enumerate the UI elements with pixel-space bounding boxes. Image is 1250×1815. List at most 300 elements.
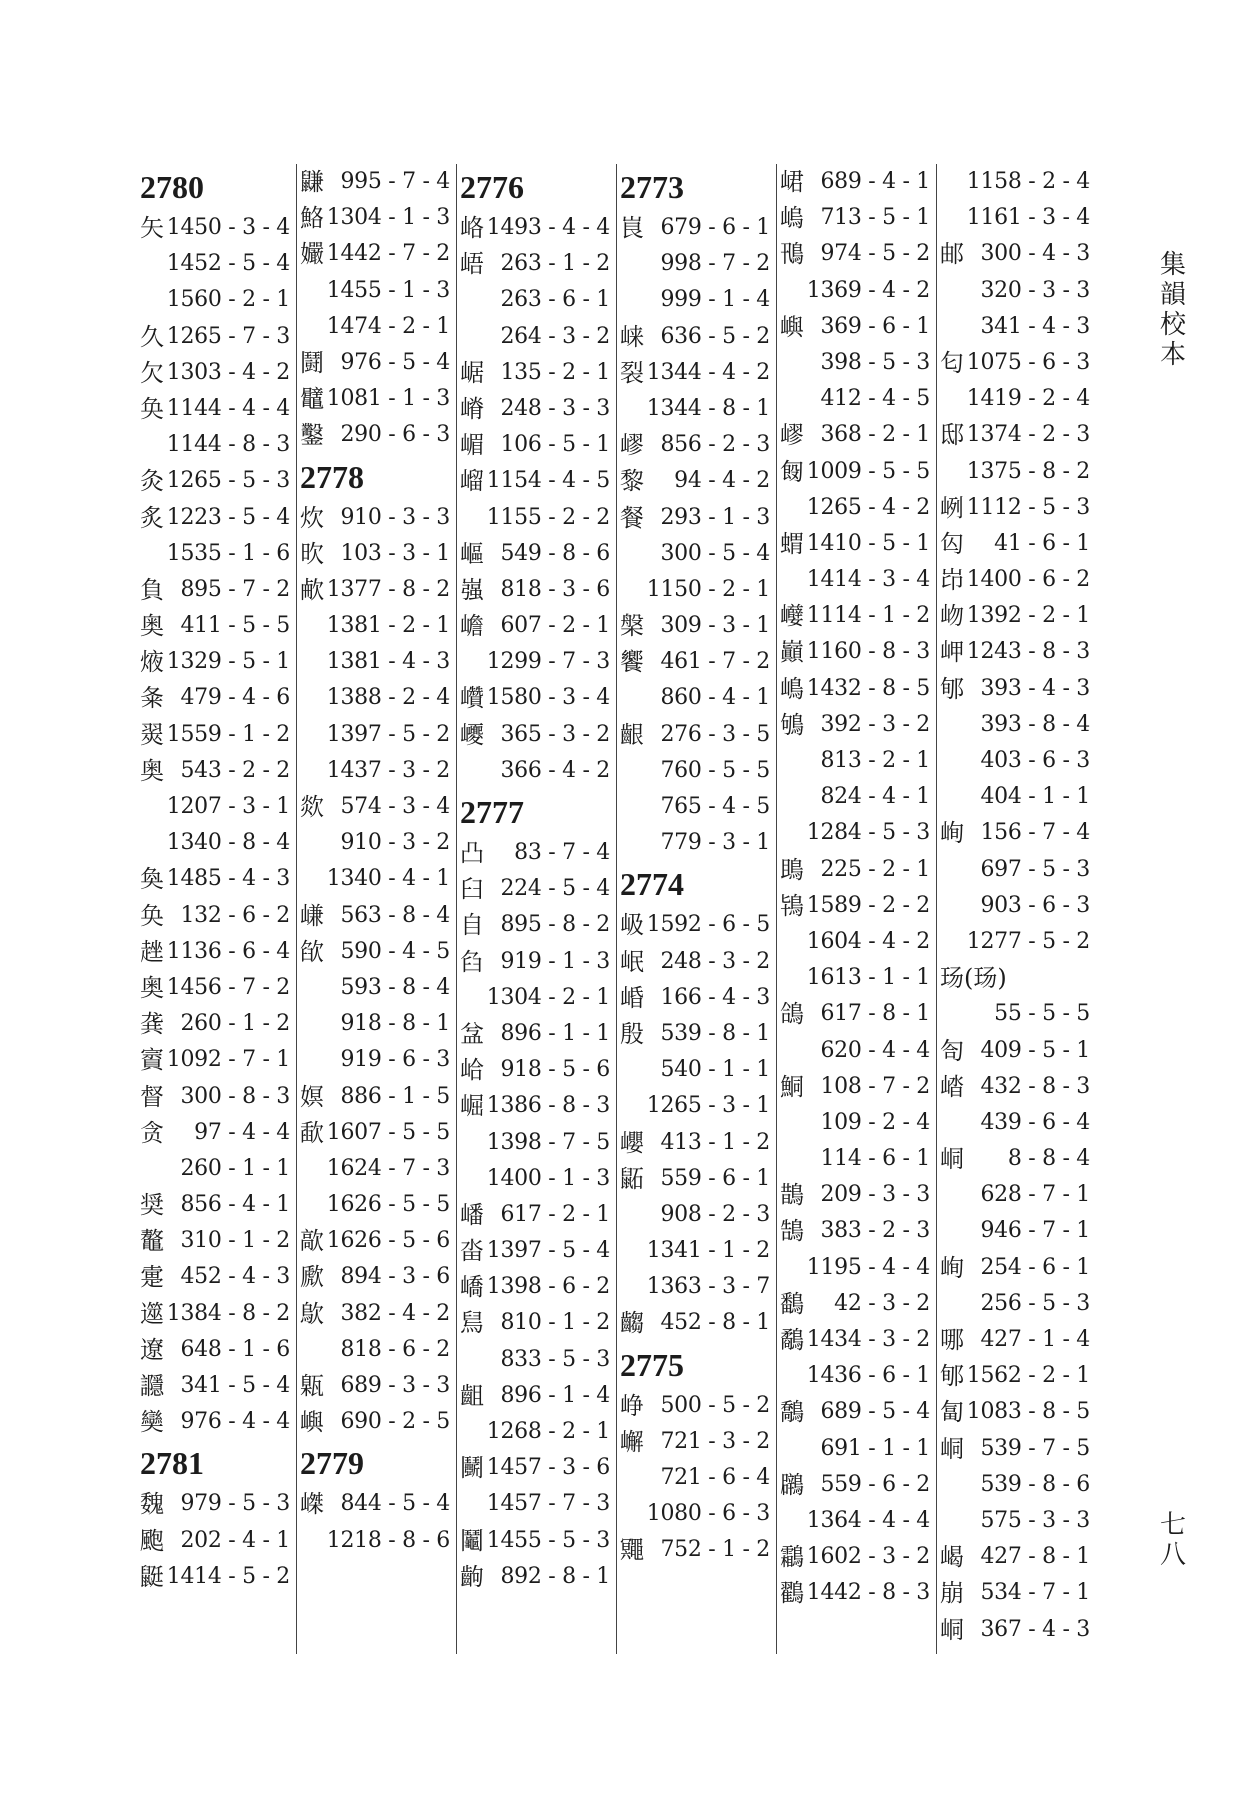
index-entry — [296, 236, 456, 272]
page-reference: 1457 - 7 - 3 — [486, 1491, 610, 1517]
page-reference: 8 - 8 - 4 — [1007, 1146, 1090, 1172]
index-entry — [296, 1115, 456, 1151]
page-reference: 1363 - 3 - 7 — [646, 1274, 770, 1300]
head-character: 崌 — [460, 358, 484, 387]
page-reference: 382 - 4 - 2 — [340, 1300, 450, 1326]
page-reference: 1344 - 8 - 1 — [646, 395, 770, 421]
index-entry — [936, 1394, 1096, 1430]
head-character: 奂 — [140, 394, 164, 423]
index-entry — [936, 490, 1096, 526]
page-reference: 309 - 3 - 1 — [660, 613, 770, 639]
head-character: 岋 — [620, 911, 644, 940]
head-character: 鵠 — [780, 1217, 804, 1246]
index-entry — [136, 753, 296, 789]
page-reference: 320 - 3 - 3 — [980, 277, 1090, 303]
index-entry — [296, 164, 456, 200]
head-character: 甈 — [300, 1372, 324, 1400]
head-character: 奥 — [140, 756, 164, 785]
page-reference: 412 - 4 - 5 — [820, 386, 930, 412]
index-entry — [616, 753, 776, 789]
page-reference: 1369 - 4 - 2 — [806, 277, 930, 303]
page-reference: 1112 - 5 - 3 — [966, 494, 1090, 520]
page-reference: 341 - 5 - 4 — [180, 1373, 290, 1398]
index-entry — [456, 944, 616, 980]
page-reference: 1265 - 4 - 2 — [806, 494, 930, 520]
index-entry — [296, 1187, 456, 1223]
head-character: 餐 — [620, 503, 644, 532]
head-character: 賨 — [140, 1046, 164, 1075]
index-entry — [456, 680, 616, 716]
page-reference: 202 - 4 - 1 — [180, 1527, 290, 1553]
page-reference: 1207 - 3 - 1 — [166, 794, 290, 819]
head-character: 鳵 — [780, 240, 804, 269]
page-reference: 1223 - 5 - 4 — [166, 504, 290, 530]
page-reference: 1474 - 2 - 1 — [326, 313, 450, 339]
page-reference: 549 - 8 - 6 — [500, 540, 610, 566]
head-character: 鸐 — [780, 1579, 804, 1608]
head-character: 崃 — [620, 322, 644, 351]
page-reference: 1218 - 8 - 6 — [326, 1527, 450, 1553]
page-reference: 856 - 2 - 3 — [660, 432, 770, 458]
page-reference: 1485 - 4 - 3 — [166, 866, 290, 892]
page-reference: 752 - 1 - 2 — [660, 1537, 770, 1563]
page-reference: 824 - 4 - 1 — [820, 784, 930, 810]
index-entry — [296, 1368, 456, 1404]
page-reference: 1009 - 5 - 5 — [806, 458, 930, 484]
page-reference: 411 - 5 - 5 — [180, 613, 290, 639]
head-character: 匐 — [940, 1398, 964, 1427]
page-reference: 919 - 6 - 3 — [340, 1047, 450, 1073]
index-entry — [776, 1033, 936, 1069]
page-reference: 225 - 2 - 1 — [820, 856, 930, 882]
index-entry — [936, 671, 1096, 707]
head-character: 嶼 — [780, 312, 804, 341]
head-character: 峒 — [940, 1434, 964, 1463]
head-character: 贪 — [140, 1118, 164, 1147]
index-entry — [456, 1305, 616, 1341]
page-reference: 1626 - 5 - 5 — [326, 1192, 450, 1218]
page-reference: 721 - 6 - 4 — [660, 1465, 770, 1490]
index-entry — [776, 1141, 936, 1177]
page-reference: 461 - 7 - 2 — [660, 649, 770, 675]
index-entry — [136, 572, 296, 608]
page-reference: 55 - 5 - 5 — [994, 1001, 1090, 1027]
page-reference: 1436 - 6 - 1 — [806, 1363, 930, 1389]
index-entry — [296, 1223, 456, 1259]
page-reference: 539 - 8 - 6 — [980, 1471, 1090, 1497]
index-entry — [936, 562, 1096, 598]
index-entry — [456, 1125, 616, 1161]
head-character: 峆 — [460, 1056, 484, 1085]
head-character: 峋 — [940, 819, 964, 848]
index-entry — [136, 970, 296, 1006]
page-reference: 721 - 3 - 2 — [660, 1428, 770, 1454]
index-entry — [616, 246, 776, 282]
page-reference: 1381 - 4 - 3 — [326, 649, 450, 675]
head-character: 奥 — [140, 973, 164, 1002]
index-entry — [616, 500, 776, 536]
index-entry — [936, 1286, 1096, 1322]
index-entry — [936, 1467, 1096, 1503]
page-reference: 679 - 6 - 1 — [660, 215, 770, 240]
page-reference: 1092 - 7 - 1 — [166, 1047, 290, 1073]
head-character: 久 — [140, 322, 164, 351]
page-reference: 1580 - 3 - 4 — [486, 685, 610, 711]
index-entry — [936, 1141, 1096, 1177]
head-character: 崩 — [940, 1579, 964, 1608]
page-reference: 1432 - 8 - 5 — [806, 675, 930, 701]
head-character: 鼫 — [620, 1164, 644, 1193]
page-reference: 1560 - 2 - 1 — [166, 287, 290, 313]
head-character: 矢 — [140, 214, 164, 242]
index-entry — [456, 391, 616, 427]
index-entry — [456, 1161, 616, 1197]
index-entry — [456, 1342, 616, 1378]
page-reference: 575 - 3 - 3 — [980, 1507, 1090, 1533]
index-entry — [136, 1332, 296, 1368]
head-character: 欻 — [300, 793, 324, 821]
index-entry — [136, 680, 296, 716]
index-entry — [296, 970, 456, 1006]
index-entry — [296, 536, 456, 572]
index-entry — [616, 319, 776, 355]
page-reference: 998 - 7 - 2 — [660, 251, 770, 277]
head-character: 峒 — [940, 1615, 964, 1644]
index-entry — [456, 1088, 616, 1124]
index-entry — [456, 1016, 616, 1052]
index-entry — [136, 1259, 296, 1295]
index-entry — [136, 1151, 296, 1187]
index-entry — [296, 717, 456, 753]
head-character: 嵺 — [620, 431, 644, 460]
head-character: 嵴 — [460, 394, 484, 423]
page-reference: 403 - 6 - 3 — [980, 748, 1090, 773]
index-entry — [296, 789, 456, 825]
head-character: 峥 — [620, 1391, 644, 1420]
index-entry — [456, 1052, 616, 1088]
index-entry — [776, 1286, 936, 1322]
page-reference: 1075 - 6 - 3 — [966, 349, 1090, 375]
page-reference: 452 - 8 - 1 — [660, 1310, 770, 1336]
page-reference: 995 - 7 - 4 — [340, 169, 450, 194]
page-reference: 1493 - 4 - 4 — [486, 215, 610, 240]
index-entry — [456, 644, 616, 680]
page-reference: 534 - 7 - 1 — [980, 1580, 1090, 1606]
head-character: 崛 — [460, 1092, 484, 1121]
head-character: 峢 — [940, 493, 964, 522]
head-character: 鬪 — [300, 348, 324, 377]
index-entry — [456, 246, 616, 282]
page-reference: 617 - 8 - 1 — [820, 1001, 930, 1027]
index-entry — [296, 934, 456, 970]
page-reference: 404 - 1 - 1 — [980, 784, 1090, 810]
page-reference: 366 - 4 - 2 — [500, 757, 610, 783]
page-reference: 1136 - 6 - 4 — [166, 938, 290, 964]
index-entry — [296, 500, 456, 536]
head-character: 崉 — [940, 1072, 964, 1101]
head-character: 孍 — [300, 240, 324, 269]
index-column-5 — [776, 164, 937, 1654]
index-entry — [936, 924, 1096, 960]
head-character: 炙 — [140, 503, 164, 532]
index-entry — [776, 381, 936, 417]
head-character: 巊 — [620, 1128, 644, 1157]
index-entry — [936, 815, 1096, 851]
index-entry — [136, 1187, 296, 1223]
head-character: 嶇 — [460, 539, 484, 568]
head-character: 匃 — [940, 529, 964, 558]
index-entry — [936, 236, 1096, 272]
page-reference: 607 - 2 - 1 — [500, 613, 610, 639]
index-column-1 — [136, 164, 297, 1654]
index-entry — [936, 743, 1096, 779]
head-character: 灸 — [140, 467, 164, 496]
index-entry — [776, 707, 936, 743]
head-character: 鷮 — [780, 1398, 804, 1427]
page-reference: 910 - 3 - 2 — [340, 830, 450, 856]
head-character: 峈 — [460, 214, 484, 242]
index-entry — [936, 381, 1096, 417]
index-entry — [616, 944, 776, 980]
page-reference: 1375 - 8 - 2 — [966, 458, 1090, 484]
page-reference: 427 - 8 - 1 — [980, 1544, 1090, 1570]
index-entry — [456, 1233, 616, 1269]
index-entry — [296, 608, 456, 644]
head-character: 鬭 — [460, 1454, 484, 1483]
page-reference: 409 - 5 - 1 — [980, 1037, 1090, 1063]
index-entry — [936, 1069, 1096, 1105]
index-entry — [616, 1269, 776, 1305]
page-reference: 1419 - 2 - 4 — [966, 386, 1090, 412]
page-reference: 398 - 5 - 3 — [820, 349, 930, 375]
index-entry — [456, 1269, 616, 1305]
index-entry — [456, 907, 616, 943]
page-reference: 135 - 2 - 1 — [500, 359, 610, 385]
index-entry — [616, 717, 776, 753]
page-reference: 833 - 5 - 3 — [500, 1346, 610, 1372]
index-entry — [616, 1496, 776, 1532]
index-entry — [616, 1305, 776, 1341]
index-entry — [136, 861, 296, 897]
index-entry — [776, 888, 936, 924]
page-reference: 224 - 5 - 4 — [500, 876, 610, 902]
index-entry — [456, 1378, 616, 1414]
head-character: 鑿 — [300, 421, 324, 450]
index-entry — [296, 309, 456, 345]
page-reference: 1589 - 2 - 2 — [806, 892, 930, 918]
index-entry — [616, 1197, 776, 1233]
index-entry — [296, 345, 456, 381]
page-reference: 427 - 1 - 4 — [980, 1327, 1090, 1352]
page-reference: 1154 - 4 - 5 — [486, 468, 610, 494]
head-character: 鬮 — [460, 1526, 484, 1555]
head-character: 鼇 — [140, 1227, 164, 1256]
page-reference: 1083 - 8 - 5 — [966, 1399, 1090, 1425]
page-reference: 1284 - 5 - 3 — [806, 820, 930, 846]
index-entry — [616, 1088, 776, 1124]
page-reference: 620 - 4 - 4 — [820, 1037, 930, 1063]
index-entry — [936, 309, 1096, 345]
head-character: 裂 — [620, 358, 644, 387]
page-reference: 979 - 5 - 3 — [180, 1491, 290, 1517]
head-character: 饗 — [620, 648, 644, 677]
index-entry — [616, 1532, 776, 1568]
page-reference: 1414 - 5 - 2 — [166, 1563, 290, 1589]
index-entry — [616, 355, 776, 391]
head-character: 魏 — [140, 1490, 164, 1519]
head-character: 嶼 — [300, 1408, 324, 1437]
index-entry — [456, 500, 616, 536]
index-entry — [776, 743, 936, 779]
index-entry — [296, 381, 456, 417]
index-entry — [936, 417, 1096, 453]
index-entry — [936, 960, 1096, 996]
page-reference: 248 - 3 - 3 — [500, 395, 610, 421]
index-entry — [296, 1006, 456, 1042]
index-entry — [136, 355, 296, 391]
head-character: 峒 — [940, 1145, 964, 1174]
page-reference: 895 - 8 - 2 — [500, 912, 610, 938]
page-reference: 860 - 4 - 1 — [660, 685, 770, 711]
head-character: 蝟 — [780, 529, 804, 558]
page-reference: 1150 - 2 - 1 — [646, 576, 770, 602]
index-entry — [296, 753, 456, 789]
page-reference: 260 - 1 - 2 — [180, 1011, 290, 1037]
page-reference: 1303 - 4 - 2 — [166, 359, 290, 385]
page-reference: 908 - 2 - 3 — [660, 1201, 770, 1227]
section-heading: 2778 — [300, 458, 364, 495]
page-reference: 593 - 8 - 4 — [340, 974, 450, 1000]
head-character: 嵰 — [300, 901, 324, 930]
index-entry — [456, 572, 616, 608]
page-reference: 810 - 1 - 2 — [500, 1310, 610, 1336]
index-entry — [456, 319, 616, 355]
page-reference: 256 - 5 - 3 — [980, 1290, 1090, 1316]
head-character: 自 — [460, 911, 484, 940]
page-reference: 1155 - 2 - 2 — [486, 504, 610, 530]
page-reference: 1400 - 6 - 2 — [966, 567, 1090, 593]
head-character: 巓 — [780, 638, 804, 667]
index-entry — [136, 1042, 296, 1078]
section-heading: 2781 — [140, 1445, 204, 1482]
index-entry — [776, 1322, 936, 1358]
page-reference: 254 - 6 - 1 — [980, 1254, 1090, 1280]
head-character: 嵺 — [780, 421, 804, 450]
index-entry — [136, 717, 296, 753]
head-character: 岬 — [940, 638, 964, 667]
index-entry — [776, 345, 936, 381]
page-reference: 1114 - 1 - 2 — [806, 603, 930, 629]
index-entry — [456, 1523, 616, 1559]
index-entry — [456, 980, 616, 1016]
page-reference: 1304 - 1 - 3 — [326, 205, 450, 231]
page-reference: 895 - 7 - 2 — [180, 576, 290, 602]
index-entry — [136, 789, 296, 825]
page-reference: 1386 - 8 - 3 — [486, 1093, 610, 1119]
index-entry — [136, 1223, 296, 1259]
index-entry — [936, 1503, 1096, 1539]
page-reference: 1607 - 5 - 5 — [326, 1119, 450, 1145]
head-character: 邸 — [940, 421, 964, 450]
index-entry — [776, 417, 936, 453]
page-reference: 1341 - 1 - 2 — [646, 1238, 770, 1264]
section-heading: 2777 — [460, 794, 524, 830]
page-reference: 896 - 1 - 4 — [500, 1382, 610, 1408]
head-character: 疐 — [140, 1263, 164, 1292]
page-reference: 844 - 5 - 4 — [340, 1491, 450, 1517]
page-reference: 479 - 4 - 6 — [180, 685, 290, 711]
page-reference: 1559 - 1 - 2 — [166, 721, 290, 747]
index-entry — [616, 427, 776, 463]
head-character: 夈 — [140, 684, 164, 713]
page-reference: 1344 - 4 - 2 — [646, 359, 770, 385]
index-entry — [776, 996, 936, 1032]
page-reference: 1437 - 3 - 2 — [326, 757, 450, 783]
page-reference: 1265 - 7 - 3 — [166, 323, 290, 349]
index-entry — [136, 319, 296, 355]
head-character: 翜 — [140, 720, 164, 749]
index-entry — [616, 1388, 776, 1424]
index-entry — [136, 608, 296, 644]
page-reference: 892 - 8 - 1 — [500, 1563, 610, 1589]
index-entry — [936, 273, 1096, 309]
head-character: 欥 — [300, 539, 324, 568]
index-entry — [296, 200, 456, 236]
page-reference: 276 - 3 - 5 — [660, 721, 770, 747]
page-reference: 1442 - 7 - 2 — [326, 241, 450, 267]
index-column-2 — [296, 164, 457, 1654]
head-character: 鼊 — [300, 385, 324, 414]
head-character: 嵹 — [460, 575, 484, 604]
index-entry — [776, 1069, 936, 1105]
index-entry — [136, 536, 296, 572]
head-character: 郇 — [940, 1362, 964, 1391]
page-reference: 290 - 6 - 3 — [340, 422, 450, 448]
index-entry — [456, 210, 616, 246]
head-character: 嶠 — [460, 1273, 484, 1302]
page-reference: 248 - 3 - 2 — [660, 948, 770, 974]
page-reference: 1456 - 7 - 2 — [166, 974, 290, 1000]
index-entry — [456, 608, 616, 644]
head-character: 鴇 — [780, 891, 804, 920]
index-entry — [136, 825, 296, 861]
index-entry — [136, 644, 296, 680]
index-entry — [936, 888, 1096, 924]
index-entry — [616, 1233, 776, 1269]
head-character: 齦 — [620, 720, 644, 749]
index-entry — [456, 355, 616, 391]
head-character: 舃 — [460, 1309, 484, 1338]
index-entry — [776, 273, 936, 309]
page-reference: 413 - 1 - 2 — [660, 1129, 770, 1155]
page-reference: 946 - 7 - 1 — [980, 1218, 1090, 1244]
index-entry — [296, 572, 456, 608]
index-entry — [936, 1539, 1096, 1575]
index-entry — [776, 634, 936, 670]
index-entry — [136, 934, 296, 970]
head-character: 峮 — [780, 168, 804, 196]
page-reference: 41 - 6 - 1 — [994, 530, 1090, 556]
head-character: 嶦 — [460, 612, 484, 641]
page-reference: 779 - 3 - 1 — [660, 830, 770, 856]
head-character: 凸 — [460, 839, 484, 867]
index-entry — [616, 980, 776, 1016]
index-entry — [776, 1177, 936, 1213]
page-reference: 1381 - 2 - 1 — [326, 613, 450, 639]
head-character: 鼮 — [140, 1562, 164, 1591]
index-entry — [136, 246, 296, 282]
section-heading: 2780 — [140, 169, 204, 205]
